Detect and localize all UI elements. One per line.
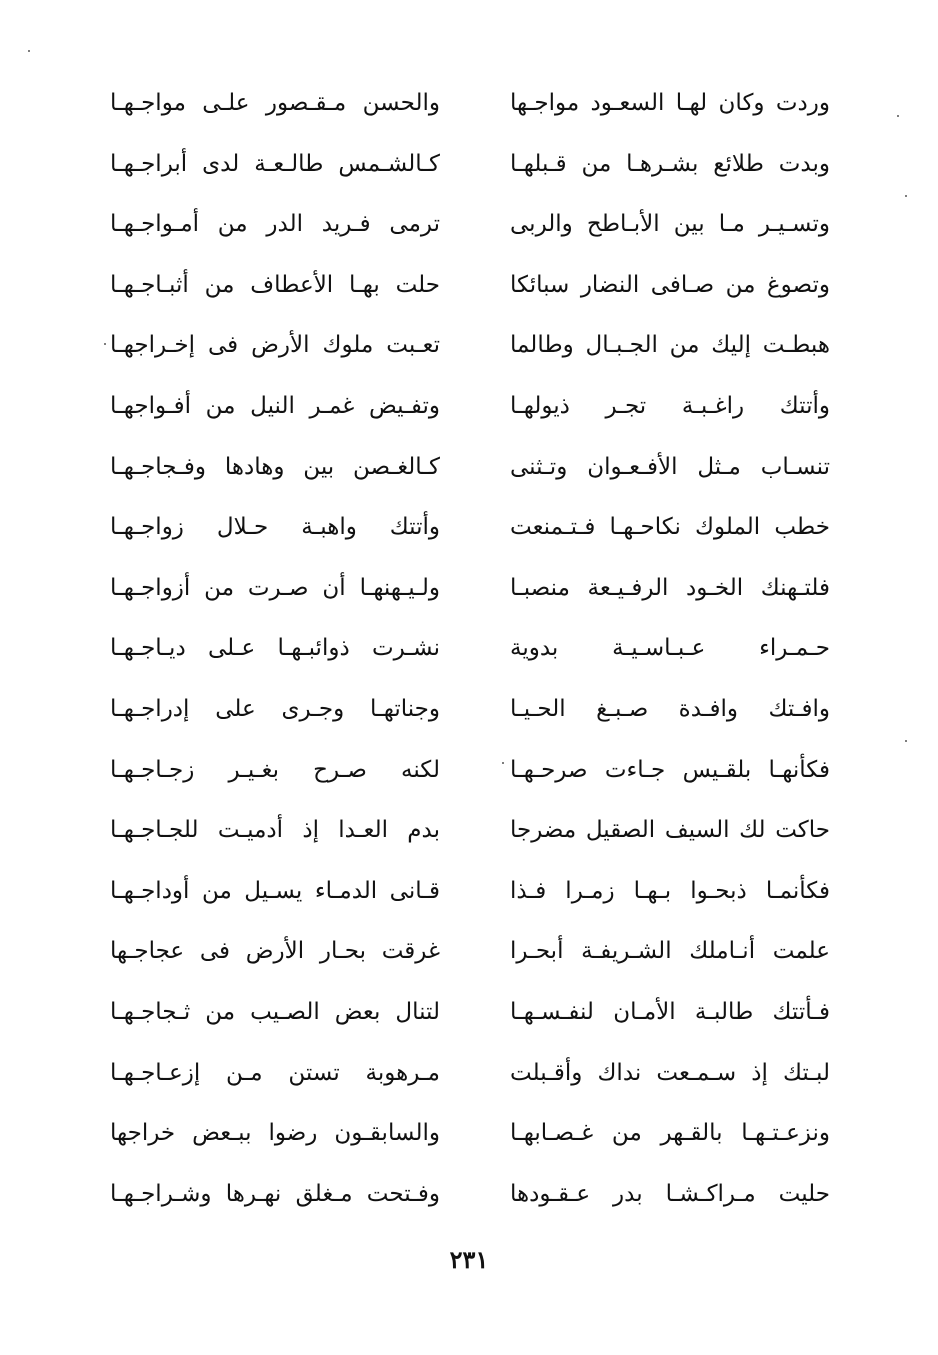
page-number: ٢٣١ bbox=[449, 1245, 489, 1274]
first-hemistich: وافـتك وافـدة صـبـغ الحـيـا bbox=[510, 695, 830, 722]
verse-line bbox=[0, 805, 938, 866]
second-hemistich: قـانى الدمـاء يسـيل من أوداجـهـا bbox=[110, 877, 440, 904]
verse-line bbox=[0, 139, 938, 200]
scan-speck bbox=[905, 195, 907, 197]
first-hemistich: فكأنهـا بلقـيس جـاءت صرحـهـا bbox=[510, 756, 830, 783]
verse-line bbox=[0, 502, 938, 563]
second-hemistich: والحسن مـقـصور علـى مواجـهـا bbox=[110, 90, 440, 116]
second-hemistich: كـالغـصن بين وهادها وفـجاجـهـا bbox=[110, 453, 440, 480]
second-hemistich: وجناتهـا وجـرى على إدراجـهـا bbox=[110, 695, 440, 722]
second-hemistich: والسابقـون رضوا ببـعض خراجها bbox=[110, 1120, 440, 1147]
second-hemistich: مـرهوبة تستن مـن إزعـاجـهـا bbox=[110, 1059, 440, 1086]
first-hemistich: حاكت لك السيف الصقيل مضرجا bbox=[510, 817, 830, 844]
first-hemistich: لبـتك إذ سـمـعت نداك وأقـبلت bbox=[510, 1059, 830, 1086]
first-hemistich: خطب الملوك نكاحـهـا فـتـمنعت bbox=[510, 514, 830, 541]
verse-line bbox=[0, 866, 938, 927]
verse-line bbox=[0, 381, 938, 442]
poem bbox=[0, 78, 938, 1229]
verse-line bbox=[0, 1048, 938, 1109]
first-hemistich: وردت وكان لهـا السعـود مواجـها bbox=[510, 90, 830, 116]
second-hemistich: حلت بهـا الأعطاف من أثبـاجـهـا bbox=[110, 271, 440, 298]
verse-line bbox=[0, 442, 938, 503]
second-hemistich: لتنال بعض الصـيب من ثـجاجـهـا bbox=[110, 998, 440, 1025]
verse-line bbox=[0, 623, 938, 684]
verse-line bbox=[0, 1169, 938, 1230]
scan-speck bbox=[905, 740, 907, 742]
second-hemistich: وأتتك واهبـة حـلال زواجـهـا bbox=[110, 514, 440, 541]
first-hemistich: فكأنمـا ذبحـوا بـهـا زمـرا فـذا bbox=[510, 877, 830, 904]
first-hemistich: ونزعـتـهـا بالقـهر من غـصـابهـا bbox=[510, 1120, 830, 1147]
scan-speck bbox=[502, 762, 504, 764]
verse-line bbox=[0, 563, 938, 624]
first-hemistich: وتصوغ من صـافى النضار سبائكا bbox=[510, 271, 830, 298]
second-hemistich: ترمى فـريد الدر من أمـواجـهـا bbox=[110, 211, 440, 238]
scan-speck bbox=[897, 115, 899, 117]
second-hemistich: ولـيـهنهـا أن صـرت من أزواجـهـا bbox=[110, 574, 440, 601]
first-hemistich: فلتـهنك الخـود الرفـيـعة منصبـا bbox=[510, 574, 830, 601]
first-hemistich: وأتتك راغـبـة تجـر ذيولهـا bbox=[510, 392, 830, 419]
second-hemistich: وفـتحت مـغلق نهـرها وشـراجـهـا bbox=[110, 1180, 440, 1207]
verse-line bbox=[0, 199, 938, 260]
second-hemistich: غرقت بحـار الأرض فى عجاجـها bbox=[110, 938, 440, 965]
first-hemistich: حليت مـراكـشـا بدر عـقـودها bbox=[510, 1180, 830, 1207]
second-hemistich: وتفـيض غمـر النيل من أفـواجهـا bbox=[110, 392, 440, 419]
verse-line bbox=[0, 926, 938, 987]
verse-line bbox=[0, 78, 938, 139]
first-hemistich: علمت أنـاملك الشـريفـة أبحـرا bbox=[510, 938, 830, 965]
first-hemistich: هبطـت إليك من الجـبـال وطالما bbox=[510, 332, 830, 359]
second-hemistich: لكنه صـرح بغـيـر زجـاجـهـا bbox=[110, 756, 440, 783]
verse-line bbox=[0, 684, 938, 745]
first-hemistich: فـأتتك طالبـة الأمـان لنفـسـهـا bbox=[510, 998, 830, 1025]
second-hemistich: كـالشـمس طالـعـة لدى أبراجـهـا bbox=[110, 150, 440, 177]
verse-line bbox=[0, 987, 938, 1048]
first-hemistich: حـمـراء عـبـاسـيـة بدوية bbox=[510, 635, 830, 662]
verse-line bbox=[0, 260, 938, 321]
scan-speck bbox=[28, 50, 30, 52]
first-hemistich: وبدت طلائع بشـرهـا من قـبلهـا bbox=[510, 150, 830, 177]
second-hemistich: نشـرت ذوائبـهـا عـلى ديـاجـهـا bbox=[110, 635, 440, 662]
first-hemistich: تنسـاب مـثل الأفـعـوان وتـثنى bbox=[510, 453, 830, 480]
scan-speck bbox=[104, 343, 106, 345]
verse-line bbox=[0, 745, 938, 806]
first-hemistich: وتسـيـر مـا بين الأبـاطح والربى bbox=[510, 211, 830, 238]
second-hemistich: تعـبت ملوك الأرض فى إخـراجهـا bbox=[110, 332, 440, 359]
second-hemistich: بدم العـدا إذ أدميـت للجـاجـهـا bbox=[110, 817, 440, 844]
verse-line bbox=[0, 1108, 938, 1169]
verse-line bbox=[0, 320, 938, 381]
